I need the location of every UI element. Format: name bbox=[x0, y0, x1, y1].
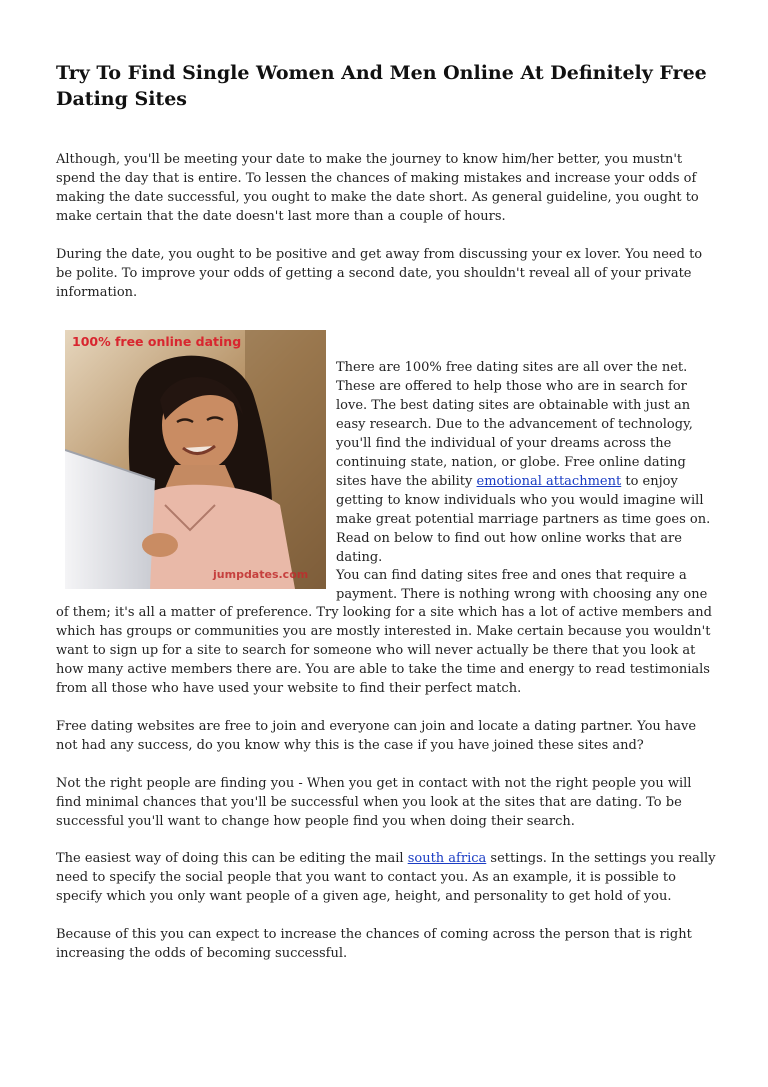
emotional-attachment-link[interactable]: emotional attachment bbox=[476, 474, 622, 489]
paragraph-7-text-b: settings. In the settings you really need to specify the social people that you want to contact you. As an example, it is possible to specify which you only want people of a given age, height, and personality to get hold of you. bbox=[56, 851, 716, 904]
paragraph-2: During the date, you ought to be positive and get away from discussing your ex lover. You need to be polite. To improve your odds of getting a second date, you shouldn't reveal all of your private information. bbox=[56, 247, 703, 300]
paragraph-3-text-b: to enjoy getting to know individuals who you would imagine will make great potential marriage partners as time goes on. Read on below to find out how online works that are dating. bbox=[336, 474, 711, 565]
paragraph-1: Although, you'll be meeting your date to make the journey to know him/her better, you mustn't spend the day that is entire. To lessen the chances of making mistakes and increase your odds of making the date successful, you ought to make the date short. As general guideline, you ought to make certain that the date doesn't last more than a couple of hours. bbox=[56, 152, 699, 224]
paragraph-4-rest: of them; it's all a matter of preference. Try looking for a site which has a lot of active members and which has groups or communities you are mostly interested in. Make certain because you wouldn't want to sign up for a site to search for someone who will never actually be there that you look at how many active members there are. You are able to take the time and energy to read testimonials from all those who have used your website to find their perfect match. bbox=[56, 605, 712, 696]
page-title: Try To Find Single Women And Men Online At Definitely Free Dating Sites bbox=[56, 62, 707, 110]
paragraph-4-start: You can find dating sites free and ones that require a payment. There is nothing wrong with choosing any one bbox=[336, 568, 708, 602]
image-caption: 100% free online dating bbox=[72, 334, 242, 349]
paragraph-3 bbox=[336, 358, 716, 567]
paragraph-8: Because of this you can expect to increase the chances of coming across the person that is right increasing the odds of becoming successful. bbox=[56, 927, 692, 961]
woman-laptop-illustration bbox=[65, 330, 326, 589]
dating-photo bbox=[65, 330, 326, 589]
south-africa-link[interactable]: south africa bbox=[407, 851, 487, 866]
paragraph-7 bbox=[56, 849, 716, 906]
paragraph-3-text-a: There are 100% free dating sites are all over the net. These are offered to help those who are in search for love. The best dating sites are obtainable with just an easy research. Due to the advancement of technology, you'll find the individual of your dreams across the continuing state, nation, or globe. Free online dating sites have the ability bbox=[336, 360, 693, 489]
paragraph-7-text-a: The easiest way of doing this can be editing the mail bbox=[56, 851, 408, 866]
image-watermark: jumpdates.com bbox=[213, 568, 309, 581]
paragraph-6: Not the right people are finding you - When you get in contact with not the right people you will find minimal chances that you'll be successful when you look at the sites that are dating. To be successful you'll want to change how people find you when doing their search. bbox=[56, 776, 692, 829]
paragraph-5: Free dating websites are free to join and everyone can join and locate a dating partner. You have not had any success, do you know why this is the case if you have joined these sites and? bbox=[56, 719, 697, 753]
